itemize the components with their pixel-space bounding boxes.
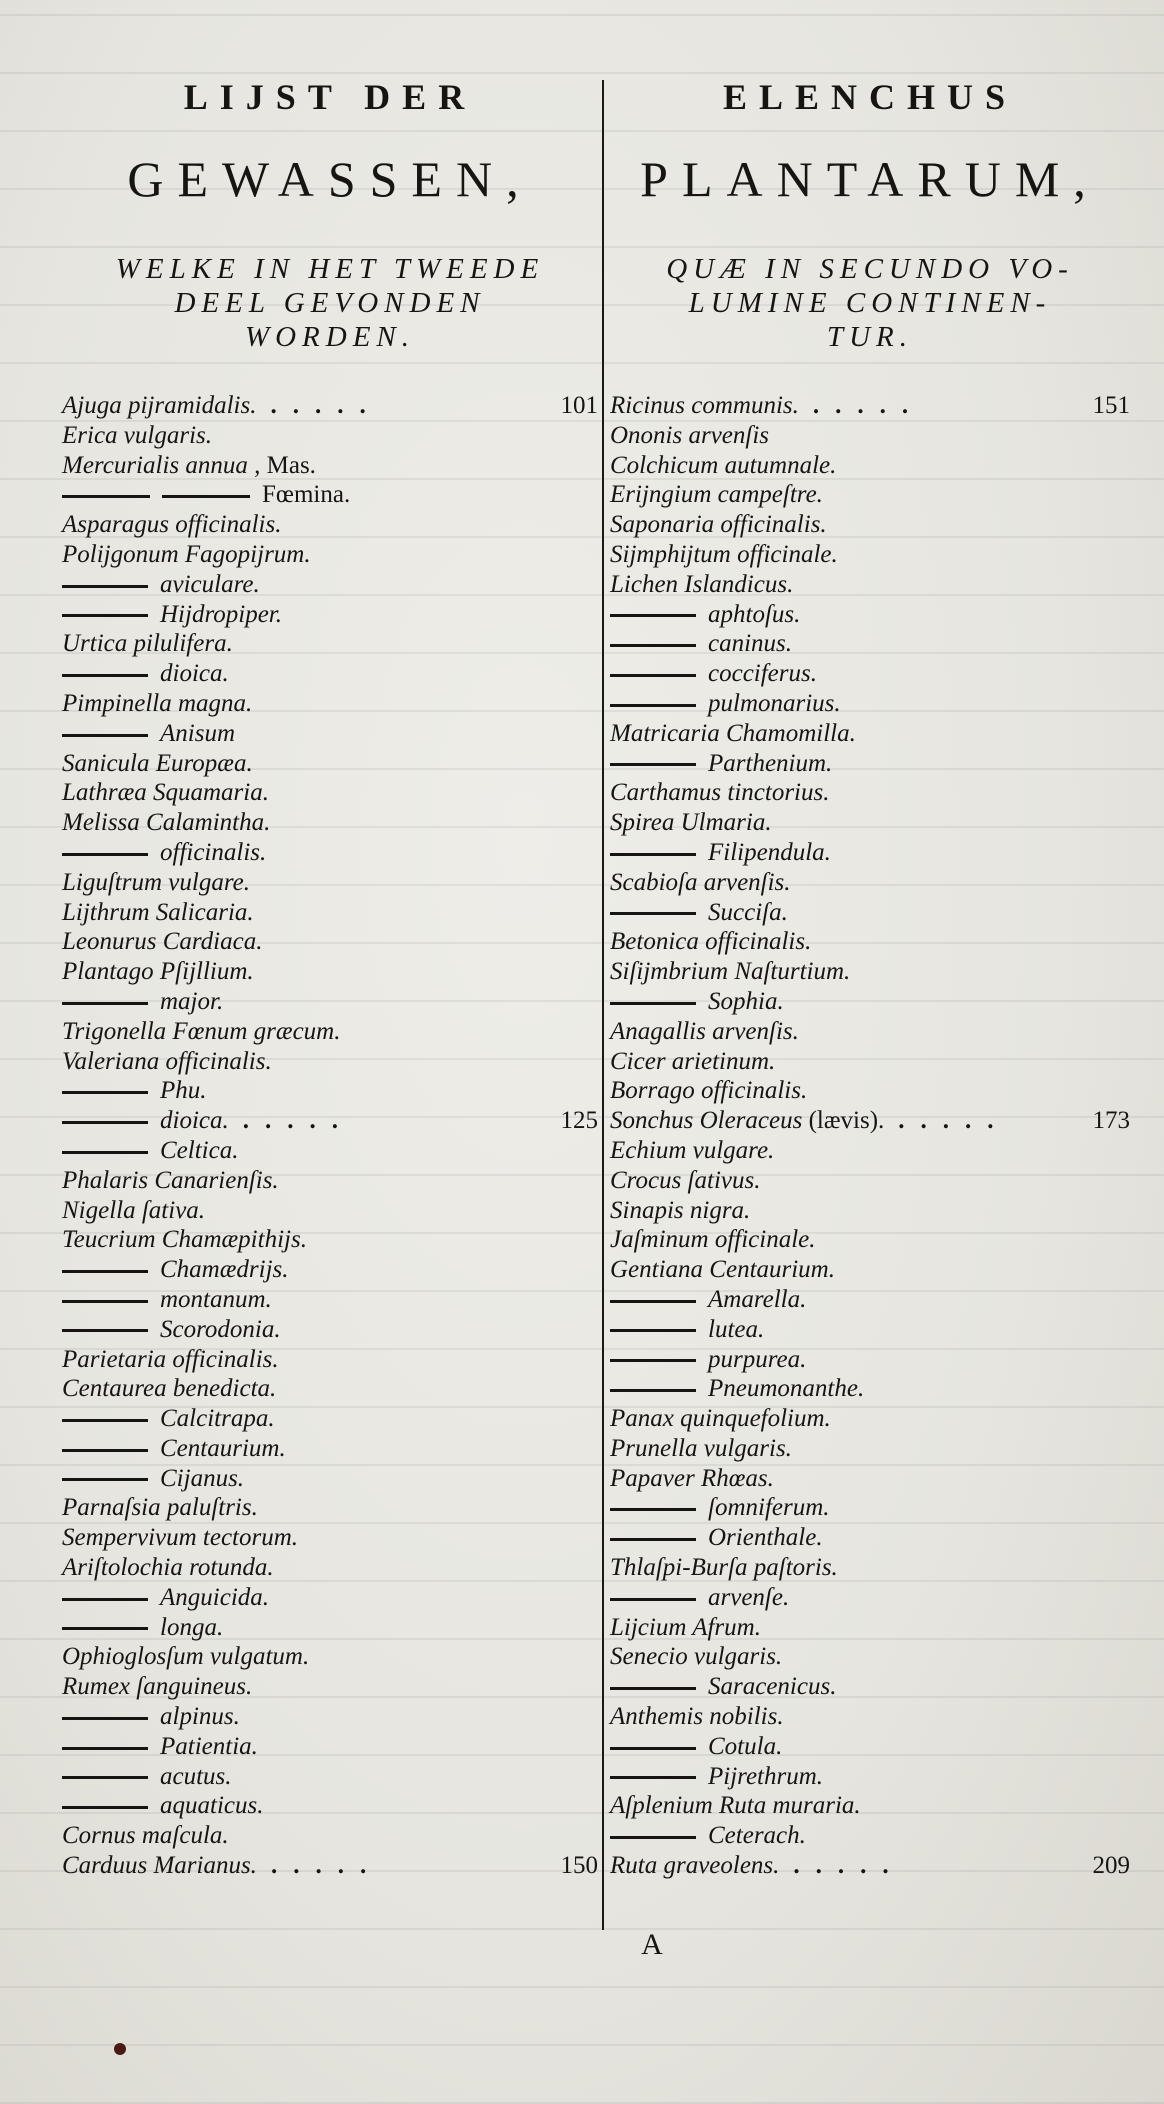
plant-name: Celtica. [160, 1136, 239, 1164]
plant-entry [62, 898, 598, 928]
plant-name: Centaurium. [160, 1434, 286, 1462]
ditto-dash [610, 763, 696, 766]
plant-name: Parietaria officinalis. [62, 1345, 279, 1373]
ditto-dash [62, 1627, 148, 1630]
plant-entry [610, 1345, 1130, 1375]
plant-name: Jaſminum officinale. [610, 1226, 816, 1254]
plant-name: Phalaris Canarienſis. [62, 1166, 279, 1194]
plant-entry [62, 808, 598, 838]
plant-name: Patientia. [160, 1732, 258, 1760]
ditto-dash [62, 1449, 148, 1452]
plant-entry [610, 480, 1130, 510]
plant-entry [62, 1493, 598, 1523]
plant-name-roman: Mas. [266, 451, 316, 479]
plant-entry [62, 600, 598, 630]
plant-name: Amarella. [708, 1285, 807, 1313]
plant-name: aphtoſus. [708, 600, 801, 628]
plant-name: Calcitrapa. [160, 1405, 275, 1433]
plant-entry [62, 1613, 598, 1643]
left-heading-small: LIJST DER [183, 77, 477, 117]
plant-name-roman: Fœmina. [262, 481, 351, 509]
ditto-dash [610, 674, 696, 677]
ditto-dash [610, 1329, 696, 1332]
plant-entry [62, 749, 598, 779]
plant-name: Orienthale. [708, 1524, 823, 1552]
plant-entry [62, 540, 598, 570]
plant-entry [610, 1821, 1130, 1851]
plant-name: Ruta graveolens. [610, 1852, 780, 1880]
plant-entry [610, 1672, 1130, 1702]
ditto-dash [610, 1598, 696, 1601]
plant-name: Leonurus Cardiaca. [62, 928, 263, 956]
plant-entry [610, 749, 1130, 779]
ditto-dash [62, 1717, 148, 1720]
ditto-dash [610, 1836, 696, 1839]
plant-name: Cicer arietinum. [610, 1047, 776, 1075]
plant-name: Prunella vulgaris. [610, 1434, 792, 1462]
plant-entry [610, 1762, 1130, 1792]
ditto-dash [62, 1151, 148, 1154]
plant-name: Ophioglosſum vulgatum. [62, 1643, 310, 1671]
plant-entry [62, 1851, 598, 1881]
page-number: 125 [560, 1107, 598, 1135]
plant-name: cocciferus. [708, 660, 817, 688]
plant-name: Ceterach. [708, 1822, 806, 1850]
plant-entry [610, 1464, 1130, 1494]
plant-entry [62, 1196, 598, 1226]
ditto-dash [610, 704, 696, 707]
plant-name: Ononis arvenſis [610, 421, 770, 449]
plant-name: Teucrium Chamæpithijs. [62, 1226, 307, 1254]
plant-entry [62, 1791, 598, 1821]
plant-entry [62, 1762, 598, 1792]
plant-name: Anguicida. [160, 1583, 270, 1611]
plant-name: alpinus. [160, 1703, 240, 1731]
plant-name: Trigonella Fœnum græcum. [62, 1017, 341, 1045]
ditto-dash [62, 1776, 148, 1779]
plant-entry [62, 1315, 598, 1345]
plant-entry [62, 927, 598, 957]
plant-entry [62, 421, 598, 451]
plant-name: Plantago Pſijllium. [62, 958, 254, 986]
ditto-dash [62, 495, 150, 498]
plant-name: Carduus Marianus. [62, 1852, 257, 1880]
leader-dots: ..... [270, 392, 382, 419]
ditto-dash [62, 1091, 148, 1094]
plant-entry [62, 1136, 598, 1166]
page-number: 150 [560, 1852, 598, 1880]
plant-entry [610, 868, 1130, 898]
plant-name: Polijgonum Fagopijrum. [62, 540, 311, 568]
plant-entry [62, 957, 598, 987]
plant-name: Mercurialis annua , [62, 451, 267, 479]
plant-name: Betonica officinalis. [610, 928, 812, 956]
plant-entry [62, 1017, 598, 1047]
plant-name: Siſijmbrium Naſturtium. [610, 958, 851, 986]
leader-dots: ..... [898, 1107, 1010, 1135]
plant-name: Parnaſsia paluſtris. [62, 1494, 258, 1522]
leader-dots: ..... [793, 1852, 905, 1880]
plant-name: arvenſe. [708, 1583, 790, 1611]
plant-name-roman: (lævis). [808, 1107, 885, 1135]
plant-name: Sonchus Oleraceus [610, 1107, 809, 1135]
plant-name: Papaver Rhœas. [610, 1464, 774, 1492]
right-subheading: QUÆ IN SECUNDO VO- LUMINE CONTINEN- TUR. [666, 253, 1074, 353]
ditto-dash [62, 853, 148, 856]
plant-name: longa. [160, 1613, 224, 1641]
plant-entry [610, 1702, 1130, 1732]
right-heading-big: PLANTARUM, [640, 151, 1100, 207]
plant-name: Lijcium Afrum. [610, 1613, 761, 1641]
plant-name: Filipendula. [708, 838, 831, 866]
plant-entry [610, 629, 1130, 659]
plant-name: Scabioſa arvenſis. [610, 868, 791, 896]
leader-dots: ..... [242, 1107, 354, 1135]
ditto-dash [610, 1300, 696, 1303]
plant-name: Echium vulgare. [610, 1136, 775, 1164]
plant-entry [62, 868, 598, 898]
plant-entry [610, 1493, 1130, 1523]
plant-name: Saracenicus. [708, 1673, 837, 1701]
plant-entry [610, 1583, 1130, 1613]
plant-name: ſomniferum. [708, 1494, 830, 1522]
plant-name: Lathræa Squamaria. [62, 779, 269, 807]
ditto-dash [62, 1478, 148, 1481]
plant-entry [610, 689, 1130, 719]
plant-entry [610, 778, 1130, 808]
ditto-dash [62, 674, 148, 677]
ditto-dash [62, 614, 148, 617]
plant-entry [610, 1166, 1130, 1196]
plant-entry [610, 987, 1130, 1017]
plant-name: lutea. [708, 1315, 765, 1343]
plant-entry [62, 1404, 598, 1434]
plant-entry [62, 838, 598, 868]
plant-entry [62, 1553, 598, 1583]
plant-entry [610, 391, 1130, 421]
page-number: 173 [1092, 1107, 1130, 1135]
plant-name: Pijrethrum. [708, 1762, 824, 1790]
plant-entry [610, 510, 1130, 540]
plant-entry [62, 1285, 598, 1315]
ditto-dash [610, 1747, 696, 1750]
plant-name: Gentiana Centaurium. [610, 1256, 835, 1284]
ditto-dash [62, 1300, 148, 1303]
ditto-dash [610, 1002, 696, 1005]
plant-name: aquaticus. [160, 1792, 264, 1820]
plant-entry [610, 719, 1130, 749]
plant-entry [62, 1642, 598, 1672]
plant-entry [610, 1047, 1130, 1077]
ditto-dash [62, 1329, 148, 1332]
plant-name: Scorodonia. [160, 1315, 281, 1343]
signature-mark: A [641, 1928, 663, 1961]
plant-name: Urtica pilulifera. [62, 630, 233, 658]
plant-entry [610, 1225, 1130, 1255]
plant-entry [62, 1464, 598, 1494]
plant-entry [62, 1106, 598, 1136]
plant-entry [62, 570, 598, 600]
plant-entry [610, 808, 1130, 838]
page-number: 101 [560, 392, 598, 419]
plant-entry [610, 1851, 1130, 1881]
plant-entry [62, 689, 598, 719]
ditto-dash [610, 644, 696, 647]
plant-name: major. [160, 987, 224, 1015]
plant-entry [610, 1553, 1130, 1583]
ditto-dash [610, 912, 696, 915]
plant-name: Rumex ſanguineus. [62, 1673, 253, 1701]
plant-entry [62, 480, 598, 510]
plant-entry [62, 1374, 598, 1404]
plant-name: Pneumonanthe. [708, 1375, 865, 1403]
plant-entry [62, 659, 598, 689]
right-plant-list [610, 391, 1130, 1881]
plant-name: Matricaria Chamomilla. [610, 719, 856, 747]
plant-name: Parthenium. [708, 749, 833, 777]
plant-name: Erijngium campeſtre. [610, 481, 823, 509]
plant-name: Succiſa. [708, 898, 788, 926]
ditto-dash [610, 1776, 696, 1779]
plant-entry [62, 510, 598, 540]
right-heading-small: ELENCHUS [722, 77, 1018, 117]
plant-entry [62, 1166, 598, 1196]
ditto-dash [610, 1389, 696, 1392]
plant-entry [62, 1702, 598, 1732]
left-heading-big: GEWASSEN, [127, 151, 533, 207]
plant-name: Thlaſpi-Burſa paſtoris. [610, 1554, 838, 1582]
plant-entry [62, 1821, 598, 1851]
ditto-dash [610, 1359, 696, 1362]
plant-name: aviculare. [160, 570, 260, 598]
plant-entry [62, 719, 598, 749]
plant-entry [610, 1076, 1130, 1106]
plant-entry [610, 1196, 1130, 1226]
plant-entry [610, 1315, 1130, 1345]
plant-name: Centaurea benedicta. [62, 1375, 277, 1403]
plant-name: Spirea Ulmaria. [610, 809, 772, 837]
plant-name: Pimpinella magna. [62, 689, 253, 717]
plant-name: Crocus ſativus. [610, 1166, 761, 1194]
plant-entry [62, 451, 598, 481]
plant-name: Ricinus communis. [610, 392, 799, 419]
ditto-dash [610, 614, 696, 617]
plant-name: Lijthrum Salicaria. [62, 898, 254, 926]
ink-spot [114, 2043, 126, 2055]
plant-entry [610, 1434, 1130, 1464]
plant-entry [610, 540, 1130, 570]
plant-name: Asparagus officinalis. [62, 511, 282, 539]
plant-entry [62, 1672, 598, 1702]
plant-name: Sijmphijtum officinale. [610, 540, 838, 568]
plant-entry [610, 1732, 1130, 1762]
plant-entry [62, 987, 598, 1017]
ditto-dash [62, 1419, 148, 1422]
plant-entry [610, 570, 1130, 600]
ditto-dash [62, 1806, 148, 1809]
plant-entry [610, 838, 1130, 868]
plant-name: purpurea. [708, 1345, 807, 1373]
leader-dots: ..... [270, 1852, 383, 1880]
plant-entry [610, 1791, 1130, 1821]
plant-entry [610, 600, 1130, 630]
plant-entry [610, 1285, 1130, 1315]
plant-name: Lichen Islandicus. [610, 570, 794, 598]
plant-name: dioica. [160, 1107, 229, 1135]
plant-name: Senecio vulgaris. [610, 1643, 783, 1671]
plant-entry [62, 1583, 598, 1613]
left-subheading: WELKE IN HET TWEEDE DEEL GEVONDEN WORDEN. [115, 253, 545, 353]
plant-entry [610, 1017, 1130, 1047]
plant-name: Erica vulgaris. [62, 421, 212, 449]
plant-entry [610, 1255, 1130, 1285]
plant-entry [62, 1345, 598, 1375]
plant-name: Carthamus tinctorius. [610, 779, 830, 807]
plant-entry [62, 1523, 598, 1553]
plant-name: Ariſtolochia rotunda. [62, 1554, 274, 1582]
plant-name: Panax quinquefolium. [610, 1405, 831, 1433]
plant-name: caninus. [708, 630, 793, 658]
ditto-dash [610, 1508, 696, 1511]
plant-name: Cijanus. [160, 1464, 245, 1492]
plant-entry [610, 1374, 1130, 1404]
plant-name: Ajuga pijramidalis. [62, 392, 257, 419]
column-divider [602, 80, 604, 1930]
plant-name: Sanicula Europæa. [62, 749, 253, 777]
ditto-dash [610, 1687, 696, 1690]
plant-entry [610, 1613, 1130, 1643]
plant-name: Cotula. [708, 1732, 783, 1760]
plant-name: dioica. [160, 660, 229, 688]
plant-name: Phu. [160, 1077, 207, 1105]
plant-name: Anagallis arvenſis. [610, 1017, 799, 1045]
ditto-dash [162, 495, 250, 498]
plant-entry [62, 1434, 598, 1464]
plant-name: montanum. [160, 1285, 272, 1313]
plant-name: Nigella ſativa. [62, 1196, 206, 1224]
plant-entry [610, 1404, 1130, 1434]
plant-entry [62, 1047, 598, 1077]
plant-name: Anthemis nobilis. [610, 1703, 784, 1731]
plant-name: Sophia. [708, 987, 784, 1015]
plant-name: Liguſtrum vulgare. [62, 868, 250, 896]
plant-entry [610, 1642, 1130, 1672]
plant-name: Cornus maſcula. [62, 1822, 229, 1850]
ditto-dash [62, 1598, 148, 1601]
plant-entry [610, 898, 1130, 928]
plant-entry [610, 1106, 1130, 1136]
left-plant-list [62, 391, 598, 1881]
plant-name: officinalis. [160, 838, 267, 866]
ditto-dash [62, 1747, 148, 1750]
plant-entry [62, 1225, 598, 1255]
ditto-dash [62, 1121, 148, 1124]
plant-entry [62, 1076, 598, 1106]
plant-entry [610, 451, 1130, 481]
plant-name: Valeriana officinalis. [62, 1047, 272, 1075]
plant-name: Aſplenium Ruta muraria. [610, 1792, 861, 1820]
plant-name: Sinapis nigra. [610, 1196, 751, 1224]
leader-dots: ..... [812, 392, 925, 419]
plant-entry [610, 1523, 1130, 1553]
page-number: 209 [1092, 1852, 1130, 1880]
ditto-dash [62, 1002, 148, 1005]
plant-name: Melissa Calamintha. [62, 809, 271, 837]
ditto-dash [610, 1538, 696, 1541]
page-number: 151 [1092, 392, 1130, 419]
plant-entry [610, 1136, 1130, 1166]
plant-name: Hijdropiper. [160, 600, 282, 628]
plant-name: acutus. [160, 1762, 232, 1790]
plant-entry [62, 629, 598, 659]
plant-entry [610, 421, 1130, 451]
plant-name: Anisum [160, 719, 235, 747]
plant-name: Saponaria officinalis. [610, 511, 827, 539]
plant-entry [62, 391, 598, 421]
plant-name: Chamædrijs. [160, 1256, 289, 1284]
plant-entry [62, 1732, 598, 1762]
plant-entry [610, 659, 1130, 689]
ditto-dash [62, 734, 148, 737]
plant-name: pulmonarius. [708, 689, 841, 717]
plant-entry [610, 957, 1130, 987]
ditto-dash [62, 1270, 148, 1273]
plant-name: Colchicum autumnale. [610, 451, 837, 479]
plant-entry [62, 1255, 598, 1285]
plant-entry [610, 927, 1130, 957]
plant-name: Borrago officinalis. [610, 1077, 808, 1105]
ditto-dash [610, 853, 696, 856]
ditto-dash [62, 585, 148, 588]
plant-name: Sempervivum tectorum. [62, 1524, 299, 1552]
plant-entry [62, 778, 598, 808]
